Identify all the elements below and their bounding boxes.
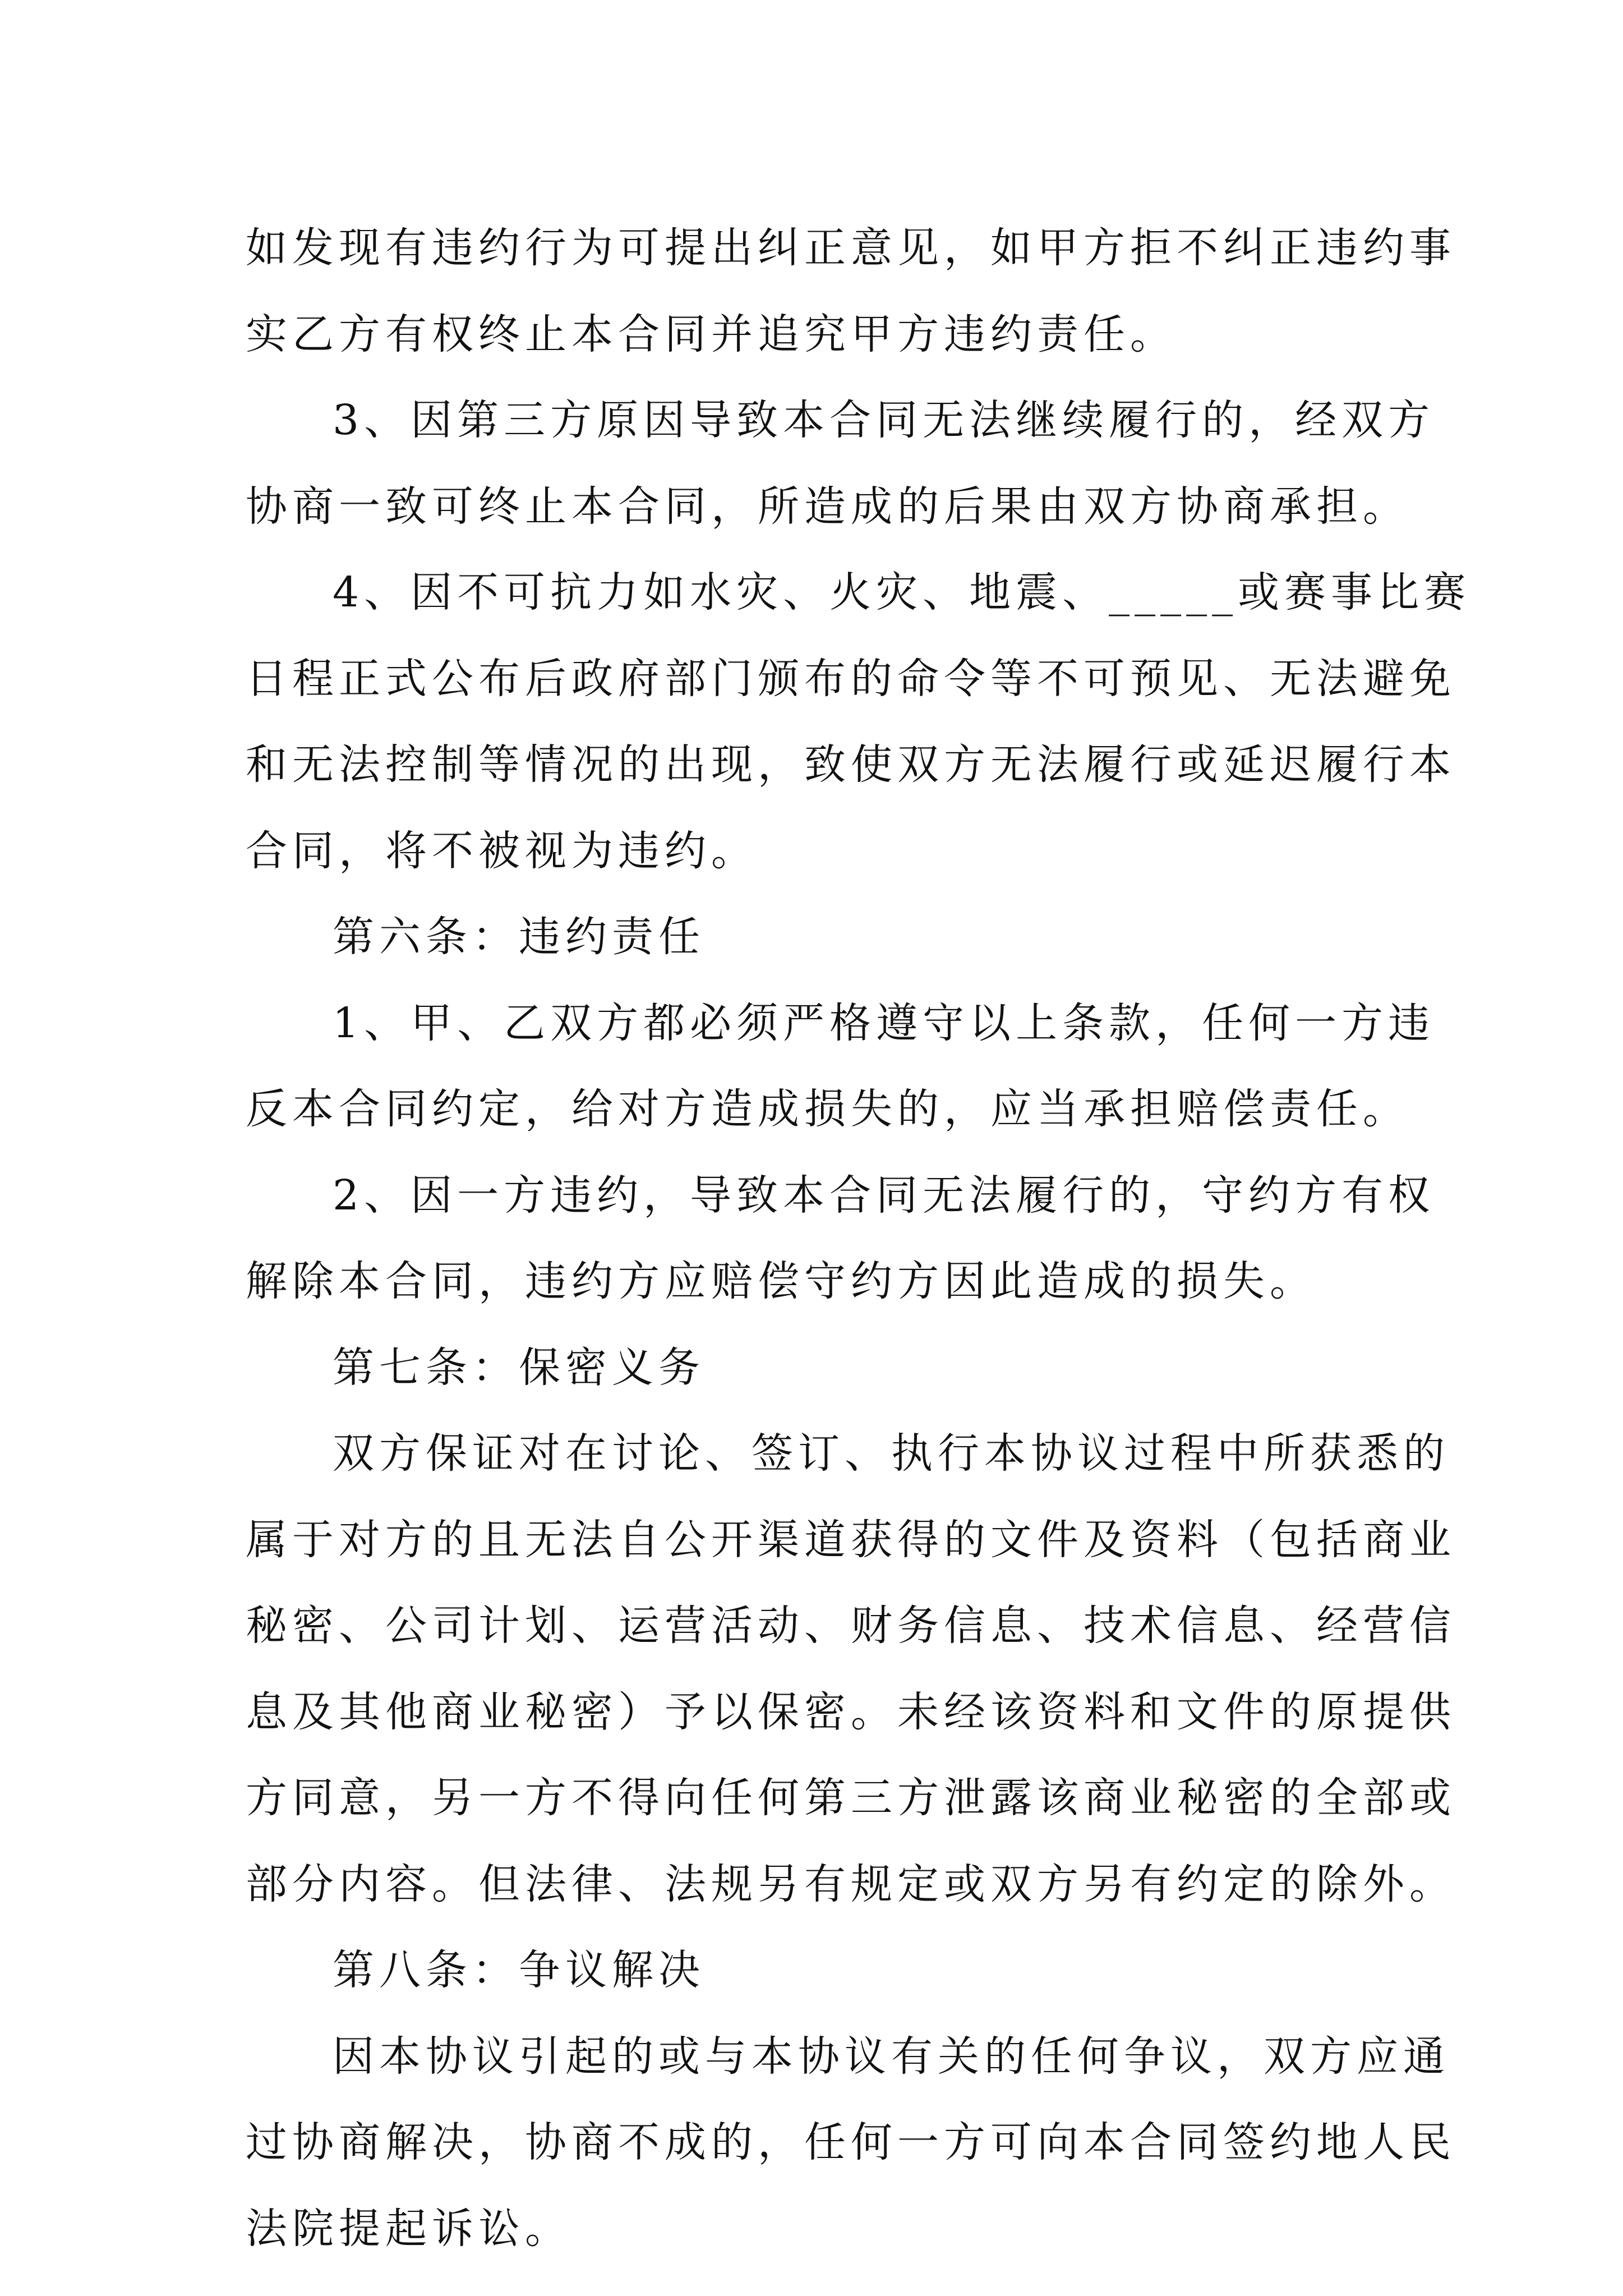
clause-5-item-3-line: 3、因第三方原因导致本合同无法继续履行的，经双方 <box>333 396 1435 444</box>
paragraph-line: 属于对方的且无法自公开渠道获得的文件及资料（包括商业 <box>246 1515 1456 1564</box>
paragraph-line: 合同，将不被视为违约。 <box>246 826 758 875</box>
paragraph-line: 方同意，另一方不得向任何第三方泄露该商业秘密的全部或 <box>246 1774 1456 1822</box>
paragraph-line: 解除本合同，违约方应赔偿守约方因此造成的损失。 <box>246 1257 1316 1305</box>
paragraph-line: 协商一致可终止本合同，所造成的后果由双方协商承担。 <box>246 482 1409 531</box>
clause-5-item-4-line: 4、因不可抗力如水灾、火灾、地震、_____或赛事比赛 <box>333 568 1471 616</box>
paragraph-line: 部分内容。但法律、法规另有规定或双方另有约定的除外。 <box>246 1860 1456 1908</box>
paragraph-line: 息及其他商业秘密）予以保密。未经该资料和文件的原提供 <box>246 1687 1456 1736</box>
paragraph-line: 和无法控制等情况的出现，致使双方无法履行或延迟履行本 <box>246 740 1456 789</box>
clause-6-item-2-line: 2、因一方违约，导致本合同无法履行的，守约方有权 <box>333 1171 1435 1220</box>
section-heading-article-6: 第六条：违约责任 <box>333 913 705 961</box>
clause-7-paragraph-line: 双方保证对在讨论、签订、执行本协议过程中所获悉的 <box>333 1429 1450 1478</box>
paragraph-line: 秘密、公司计划、运营活动、财务信息、技术信息、经营信 <box>246 1602 1456 1650</box>
paragraph-line: 日程正式公布后政府部门颁布的命令等不可预见、无法避免 <box>246 654 1456 703</box>
document-body <box>246 205 1471 2272</box>
section-heading-article-8: 第八条：争议解决 <box>333 1946 705 1994</box>
paragraph-line: 反本合同约定，给对方造成损失的，应当承担赔偿责任。 <box>246 1085 1409 1133</box>
clause-8-paragraph-line: 因本协议引起的或与本协议有关的任何争议，双方应通 <box>333 2032 1450 2081</box>
section-heading-article-7: 第七条：保密义务 <box>333 1343 705 1392</box>
clause-6-item-1-line: 1、甲、乙双方都必须严格遵守以上条款，任何一方违 <box>333 999 1435 1047</box>
paragraph-line: 如发现有违约行为可提出纠正意见，如甲方拒不纠正违约事 <box>246 224 1456 272</box>
paragraph-line: 过协商解决，协商不成的，任何一方可向本合同签约地人民 <box>246 2118 1456 2166</box>
paragraph-line: 实乙方有权终止本合同并追究甲方违约责任。 <box>246 310 1177 358</box>
paragraph-line: 法院提起诉讼。 <box>246 2204 571 2253</box>
